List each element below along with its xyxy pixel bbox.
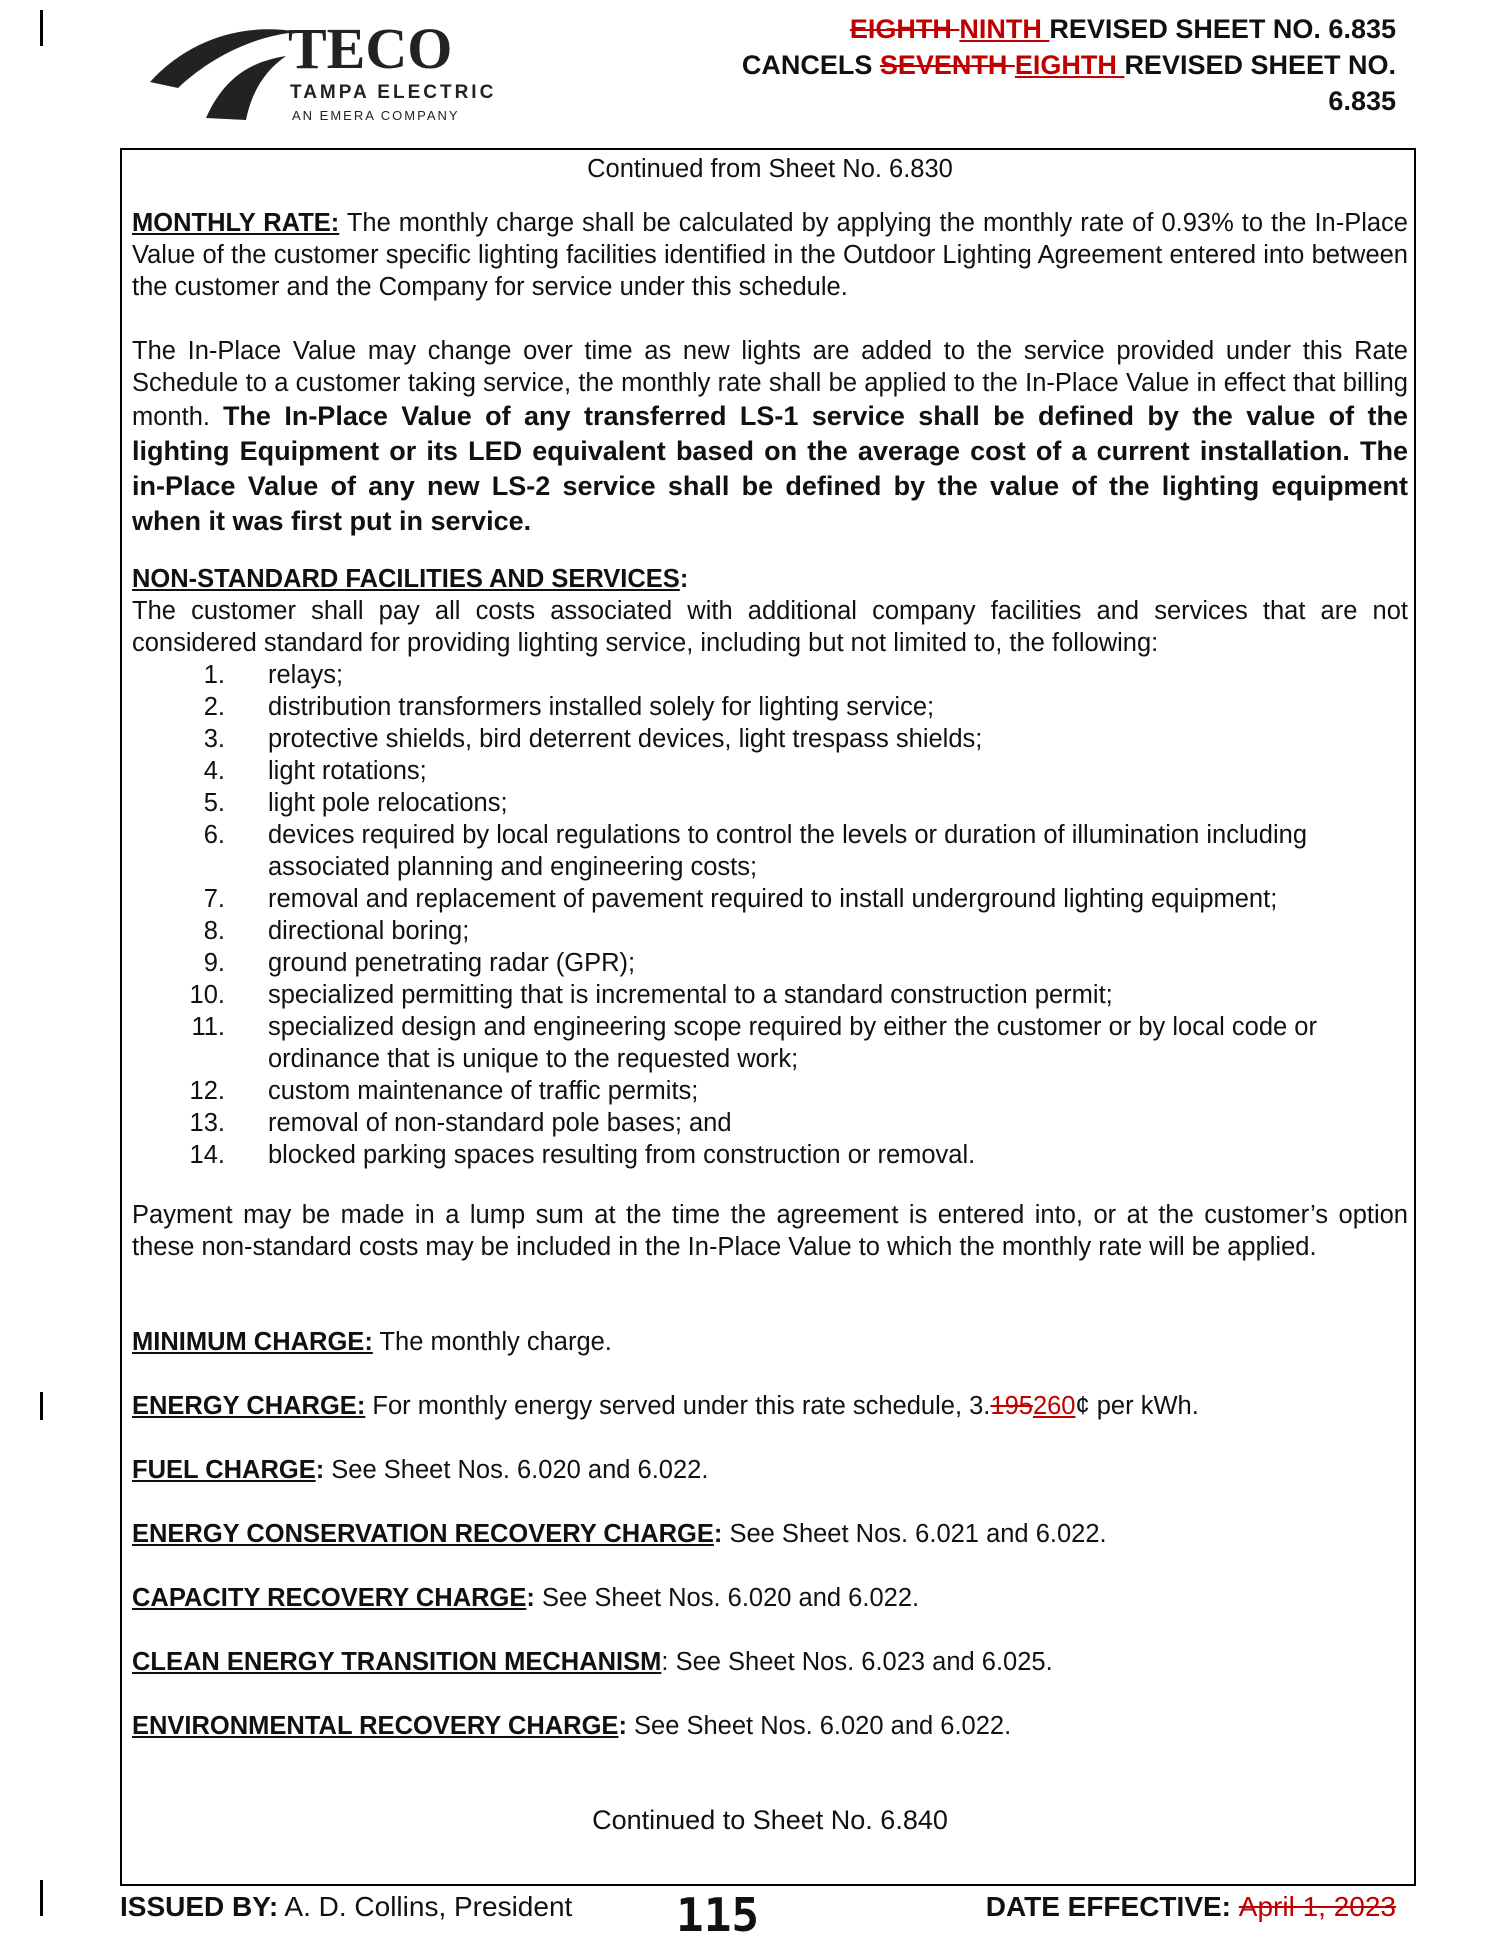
monthly-rate-text: The monthly charge shall be calculated by applying the monthly rate of 0.93% to the In-Place Value of the customer specific lighting facilities identified in the Outdoor Lighting Agreement entered into between the customer and the Company for service under this schedule.	[132, 209, 1408, 301]
energy-charge-unit: ¢ per kWh.	[1075, 1392, 1199, 1420]
non-standard-label: NON-STANDARD FACILITIES AND SERVICES	[132, 565, 680, 593]
environmental-section	[132, 1710, 1408, 1742]
list-item-number: 3.	[203, 725, 225, 753]
list-item-number: 13.	[189, 1109, 225, 1137]
header-new-revision: NINTH	[959, 14, 1050, 44]
environmental-text: See Sheet Nos. 6.020 and 6.022.	[626, 1712, 1012, 1740]
list-item	[132, 979, 1408, 1011]
list-item-text: light pole relocations;	[268, 789, 508, 817]
cetm-section	[132, 1646, 1408, 1678]
ecrc-colon: :	[713, 1520, 723, 1548]
list-item-number: 10.	[189, 981, 225, 1009]
date-effective-label: DATE EFFECTIVE:	[985, 1891, 1231, 1922]
capacity-label: CAPACITY RECOVERY CHARGE	[132, 1584, 527, 1612]
in-place-bold-text: The In-Place Value of any transferred LS-1 service shall be defined by the value of the lighting Equipment or its LED equivalent based on the average cost of a current installation. The in-Place Value of any new LS-2 service shall be defined by the value of the lighting equipment when it was first put in service.	[132, 401, 1408, 536]
logo-tagline: AN EMERA COMPANY	[292, 108, 460, 123]
minimum-charge-text: The monthly charge.	[372, 1328, 612, 1356]
list-item-text: directional boring;	[268, 917, 470, 945]
environmental-label: ENVIRONMENTAL RECOVERY CHARGE	[132, 1712, 619, 1740]
non-standard-colon: :	[679, 565, 689, 593]
cetm-text: See Sheet Nos. 6.023 and 6.025.	[668, 1648, 1053, 1676]
list-item	[132, 947, 1408, 979]
list-item-text: specialized design and engineering scope required by either the customer or by local code or ordinance that is unique to the requested work;	[268, 1013, 1317, 1073]
list-item	[132, 787, 1408, 819]
list-item	[132, 691, 1408, 723]
monthly-rate-section	[132, 207, 1408, 303]
list-item-text: light rotations;	[268, 757, 427, 785]
change-bar-header	[40, 10, 43, 46]
list-item-text: distribution transformers installed solely for lighting service;	[268, 693, 935, 721]
list-item-text: relays;	[268, 661, 344, 689]
logo-brand: TECO	[288, 16, 453, 81]
energy-charge-old-rate: 195	[990, 1392, 1033, 1420]
ecrc-label: ENERGY CONSERVATION RECOVERY CHARGE	[132, 1520, 714, 1548]
list-item-text: devices required by local regulations to control the levels or duration of illumination including associated planning and engineering costs;	[268, 821, 1308, 881]
issued-by	[120, 1891, 572, 1923]
page-number: 115	[676, 1888, 760, 1942]
date-effective-value: April 1, 2023	[1238, 1891, 1396, 1922]
list-item	[132, 883, 1408, 915]
minimum-charge-section	[132, 1326, 1408, 1358]
in-place-text: The In-Place Value may change over time as new lights are added to the service provided under this Rate Schedule to a customer taking service, the monthly rate shall be applied to the In-Place Value in effect that billing month.	[132, 337, 1408, 431]
energy-charge-label: ENERGY CHARGE:	[132, 1392, 366, 1420]
continued-from: Continued from Sheet No. 6.830	[587, 155, 953, 183]
non-standard-list	[132, 659, 1408, 1171]
list-item-text: blocked parking spaces resulting from construction or removal.	[268, 1141, 976, 1169]
list-item-number: 9.	[203, 949, 225, 977]
non-standard-intro: The customer shall pay all costs associated with additional company facilities and services that are not considered standard for providing lighting service, including but not limited to, the following:	[132, 597, 1408, 657]
header-sheet-number: REVISED SHEET NO. 6.835	[1049, 14, 1396, 44]
minimum-charge-label: MINIMUM CHARGE:	[132, 1328, 373, 1356]
monthly-rate-label: MONTHLY RATE:	[132, 209, 340, 237]
list-item	[132, 819, 1408, 883]
environmental-colon: :	[618, 1712, 627, 1740]
header-cancels-old: SEVENTH	[879, 50, 1015, 80]
capacity-section	[132, 1582, 1408, 1614]
ecrc-text: See Sheet Nos. 6.021 and 6.022.	[722, 1520, 1107, 1548]
cetm-colon: :	[661, 1648, 669, 1676]
list-item-text: protective shields, bird deterrent devices, light trespass shields;	[268, 725, 983, 753]
list-item-number: 1.	[203, 661, 225, 689]
change-bar-energy-charge	[40, 1392, 43, 1420]
issued-by-value: A. D. Collins, President	[278, 1891, 573, 1922]
header-line-3: 6.835	[1328, 86, 1396, 116]
list-item-number: 2.	[203, 693, 225, 721]
list-item-number: 14.	[189, 1141, 225, 1169]
header-cancels-new: EIGHTH	[1014, 50, 1125, 80]
header-line-2	[742, 48, 1396, 82]
list-item	[132, 723, 1408, 755]
list-item-number: 4.	[203, 757, 225, 785]
list-item-number: 11.	[191, 1013, 225, 1041]
header-cancels: CANCELS	[741, 50, 880, 80]
list-item-number: 8.	[203, 917, 225, 945]
teco-logo	[148, 10, 578, 125]
list-item-number: 5.	[203, 789, 225, 817]
list-item	[132, 915, 1408, 947]
list-item-number: 12.	[189, 1077, 225, 1105]
in-place-value-section	[132, 335, 1408, 539]
fuel-charge-section	[132, 1454, 1408, 1486]
list-item-text: specialized permitting that is incremental to a standard construction permit;	[268, 981, 1113, 1009]
fuel-charge-colon: :	[315, 1456, 325, 1484]
logo-subtitle: TAMPA ELECTRIC	[290, 82, 497, 103]
cetm-label: CLEAN ENERGY TRANSITION MECHANISM	[132, 1648, 662, 1676]
list-item	[132, 1075, 1408, 1107]
fuel-charge-text: See Sheet Nos. 6.020 and 6.022.	[324, 1456, 709, 1484]
list-item	[132, 755, 1408, 787]
list-item-text: removal of non-standard pole bases; and	[268, 1109, 732, 1137]
list-item-number: 6.	[203, 821, 225, 849]
continued-to: Continued to Sheet No. 6.840	[592, 1805, 948, 1835]
payment-paragraph: Payment may be made in a lump sum at the time the agreement is entered into, or at the customer’s option these non-standard costs may be included in the In-Place Value to which the monthly rate will be applied.	[132, 1201, 1408, 1261]
energy-charge-new-rate: 260	[1032, 1392, 1076, 1420]
fuel-charge-label: FUEL CHARGE	[132, 1456, 316, 1484]
list-item	[132, 1139, 1408, 1171]
list-item-text: removal and replacement of pavement required to install underground lighting equipment;	[268, 885, 1278, 913]
header-line-1	[850, 12, 1396, 46]
list-item	[132, 1107, 1408, 1139]
energy-charge-section	[132, 1390, 1408, 1422]
issued-by-label: ISSUED BY:	[120, 1891, 279, 1922]
teco-swoosh-icon	[148, 10, 578, 125]
date-effective	[986, 1891, 1396, 1923]
non-standard-section	[132, 563, 1408, 1171]
list-item-text: custom maintenance of traffic permits;	[268, 1077, 699, 1105]
capacity-colon: :	[526, 1584, 535, 1612]
change-bar-footer	[40, 1880, 43, 1916]
energy-charge-text: For monthly energy served under this rate schedule, 3.	[365, 1392, 991, 1420]
list-item-text: ground penetrating radar (GPR);	[268, 949, 636, 977]
ecrc-section	[132, 1518, 1408, 1550]
capacity-text: See Sheet Nos. 6.020 and 6.022.	[534, 1584, 920, 1612]
list-item	[132, 659, 1408, 691]
list-item	[132, 1011, 1408, 1075]
header-old-revision: EIGHTH	[849, 14, 960, 44]
header-cancels-rest: REVISED SHEET NO.	[1124, 50, 1396, 80]
list-item-number: 7.	[203, 885, 225, 913]
